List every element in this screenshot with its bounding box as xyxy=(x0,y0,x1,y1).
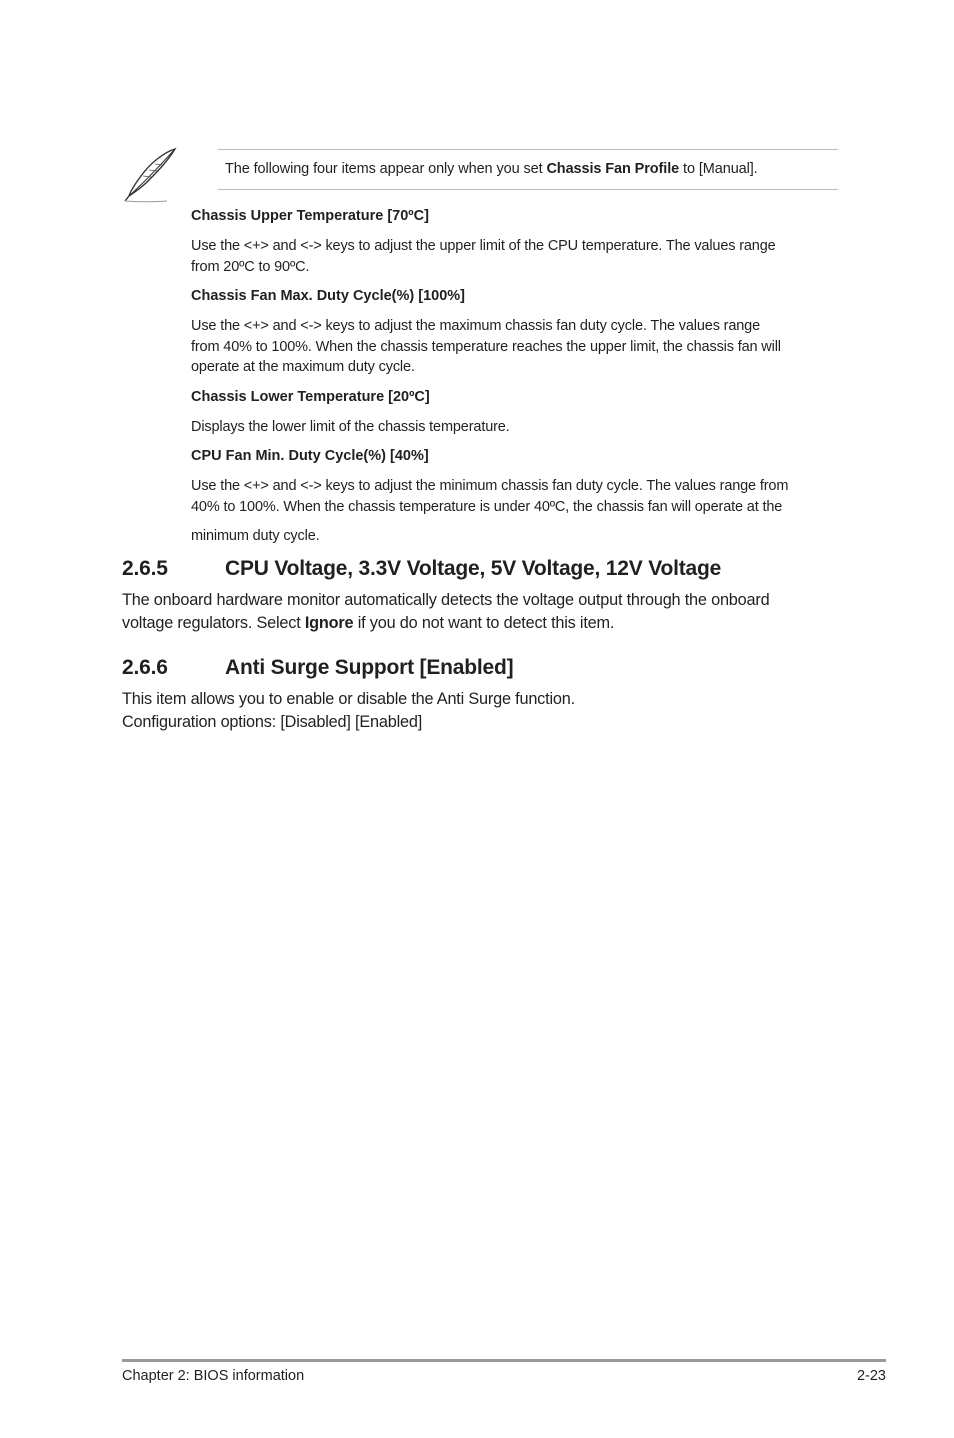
item-description: Use the <+> and <-> keys to adjust the maximum chassis fan duty cycle. The values range from 40% to 100%. When the chassis temperature reaches the upper limit, the chassis fan will operate at the maximum duty cycle. xyxy=(191,318,781,375)
footer-rule xyxy=(122,1359,886,1362)
section-body: This item allows you to enable or disable the Anti Surge function. Configuration options: [Disabled] [Enabled] xyxy=(122,690,575,731)
section-heading: 2.6.6 Anti Surge Support [Enabled] xyxy=(122,656,514,679)
item-title: Chassis Fan Max. Duty Cycle(%) [100%] xyxy=(191,288,465,304)
item-description: Displays the lower limit of the chassis temperature. xyxy=(191,418,510,435)
section-body: The onboard hardware monitor automatically detects the voltage output through the onboard voltage regulators. Select Ignore if you do not want to detect this item. xyxy=(122,591,770,632)
item-title: Chassis Lower Temperature [20ºC] xyxy=(191,388,430,405)
section-heading: 2.6.5 CPU Voltage, 3.3V Voltage, 5V Voltage, 12V Voltage xyxy=(122,557,722,580)
note-bottom-rule xyxy=(218,189,838,190)
item-description: Use the <+> and <-> keys to adjust the upper limit of the CPU temperature. The values range from 20ºC to 90ºC. xyxy=(191,238,776,275)
section-2-6-5 xyxy=(122,557,842,635)
fan-items-list xyxy=(191,208,836,547)
footer-chapter: Chapter 2: BIOS information xyxy=(122,1368,305,1384)
item-title: Chassis Upper Temperature [70ºC] xyxy=(191,208,429,224)
item-title: CPU Fan Min. Duty Cycle(%) [40%] xyxy=(191,448,429,464)
note-top-rule xyxy=(218,149,838,150)
item-description: Use the <+> and <-> keys to adjust the minimum chassis fan duty cycle. The values range from 40% to 100%. When the chassis temperature is under 40ºC, the chassis fan will operate at the minimum duty cycle. xyxy=(191,478,789,544)
note-text: The following four items appear only when you set Chassis Fan Profile to [Manual]. xyxy=(225,161,758,177)
footer-page-number: 2-23 xyxy=(856,1368,886,1384)
section-2-6-6 xyxy=(122,656,842,734)
feather-pen-icon xyxy=(121,146,181,204)
